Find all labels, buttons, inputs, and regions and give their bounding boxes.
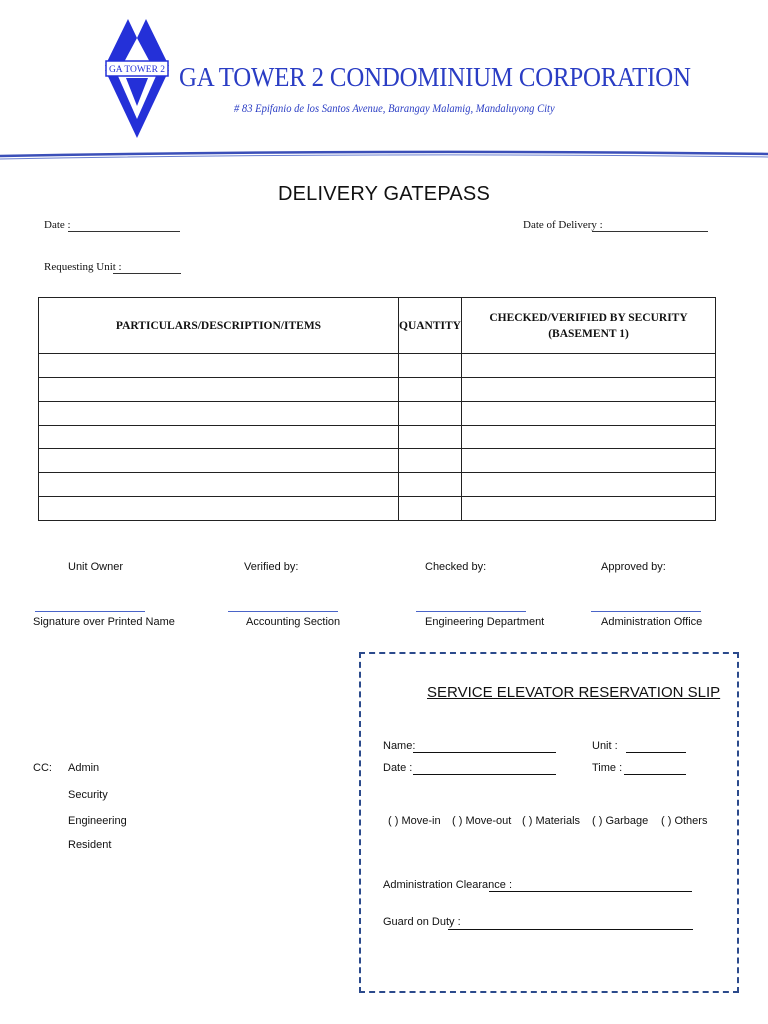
option-move-in[interactable]: ( ) Move-in	[388, 815, 441, 827]
delivery-date-label: Date of Delivery :	[523, 219, 603, 231]
cc-item: Resident	[68, 839, 112, 851]
checked-by-signature-line[interactable]	[416, 611, 526, 612]
table-row	[39, 473, 716, 497]
particulars-cell[interactable]	[39, 449, 399, 473]
company-logo	[104, 16, 170, 140]
date-field[interactable]	[68, 231, 180, 232]
unit-owner-caption: Signature over Printed Name	[33, 616, 175, 628]
checked-by-heading: Checked by:	[425, 561, 487, 573]
slip-time-label: Time :	[592, 762, 623, 774]
quantity-cell[interactable]	[399, 354, 462, 378]
checked-cell[interactable]	[462, 473, 716, 497]
slip-time-field[interactable]	[624, 774, 686, 775]
checked-cell[interactable]	[462, 401, 716, 425]
cc-label: CC:	[33, 762, 52, 774]
slip-name-label: Name:	[383, 740, 416, 752]
checked-cell[interactable]	[462, 497, 716, 521]
particulars-cell[interactable]	[39, 425, 399, 449]
cc-item: Engineering	[68, 815, 127, 827]
slip-unit-label: Unit :	[592, 740, 618, 752]
quantity-cell[interactable]	[399, 377, 462, 401]
checked-header: CHECKED/VERIFIED BY SECURITY (BASEMENT 1)	[462, 298, 716, 354]
particulars-cell[interactable]	[39, 473, 399, 497]
delivery-date-field[interactable]	[592, 231, 708, 232]
requesting-unit-field[interactable]	[113, 273, 181, 274]
quantity-header: QUANTITY	[399, 298, 462, 354]
admin-clearance-field[interactable]	[489, 891, 692, 892]
header-divider	[0, 150, 768, 162]
option-others[interactable]: ( ) Others	[661, 815, 708, 827]
slip-date-label: Date :	[383, 762, 413, 774]
verified-by-heading: Verified by:	[244, 561, 299, 573]
checked-cell[interactable]	[462, 354, 716, 378]
table-row	[39, 401, 716, 425]
approved-by-signature-line[interactable]	[591, 611, 701, 612]
unit-owner-signature-line[interactable]	[35, 611, 145, 612]
checked-cell[interactable]	[462, 449, 716, 473]
table-row	[39, 377, 716, 401]
cc-item: Security	[68, 789, 108, 801]
table-row	[39, 497, 716, 521]
checked-cell[interactable]	[462, 425, 716, 449]
administration-caption: Administration Office	[601, 616, 703, 628]
particulars-cell[interactable]	[39, 401, 399, 425]
engineering-caption: Engineering Department	[425, 616, 545, 628]
option-garbage[interactable]: ( ) Garbage	[592, 815, 649, 827]
particulars-header: PARTICULARS/DESCRIPTION/ITEMS	[39, 298, 399, 354]
quantity-cell[interactable]	[399, 425, 462, 449]
logo-lettering: GA TOWER 2	[108, 65, 166, 75]
table-row	[39, 425, 716, 449]
company-address: # 83 Epifanio de los Santos Avenue, Barangay Malamig, Mandaluyong City	[234, 101, 555, 115]
option-materials[interactable]: ( ) Materials	[522, 815, 581, 827]
items-table	[38, 297, 716, 521]
particulars-cell[interactable]	[39, 354, 399, 378]
slip-date-field[interactable]	[413, 774, 556, 775]
checked-cell[interactable]	[462, 377, 716, 401]
particulars-cell[interactable]	[39, 497, 399, 521]
option-move-out[interactable]: ( ) Move-out	[452, 815, 512, 827]
particulars-cell[interactable]	[39, 377, 399, 401]
slip-name-field[interactable]	[413, 752, 556, 753]
table-row	[39, 449, 716, 473]
admin-clearance-label: Administration Clearance :	[383, 879, 513, 891]
verified-by-signature-line[interactable]	[228, 611, 338, 612]
quantity-cell[interactable]	[399, 449, 462, 473]
guard-on-duty-field[interactable]	[448, 929, 693, 930]
company-name: GA TOWER 2 CONDOMINIUM CORPORATION	[179, 62, 691, 92]
date-label: Date :	[44, 219, 71, 231]
guard-on-duty-label: Guard on Duty :	[383, 916, 461, 928]
requesting-unit-label: Requesting Unit :	[44, 261, 122, 273]
form-title: DELIVERY GATEPASS	[277, 183, 490, 205]
slip-unit-field[interactable]	[626, 752, 686, 753]
slip-title: SERVICE ELEVATOR RESERVATION SLIP	[427, 684, 721, 701]
quantity-cell[interactable]	[399, 497, 462, 521]
table-header-row	[39, 298, 716, 354]
unit-owner-heading: Unit Owner	[68, 561, 124, 573]
quantity-cell[interactable]	[399, 401, 462, 425]
quantity-cell[interactable]	[399, 473, 462, 497]
cc-item: Admin	[68, 762, 100, 774]
accounting-caption: Accounting Section	[246, 616, 341, 628]
approved-by-heading: Approved by:	[601, 561, 666, 573]
table-row	[39, 354, 716, 378]
